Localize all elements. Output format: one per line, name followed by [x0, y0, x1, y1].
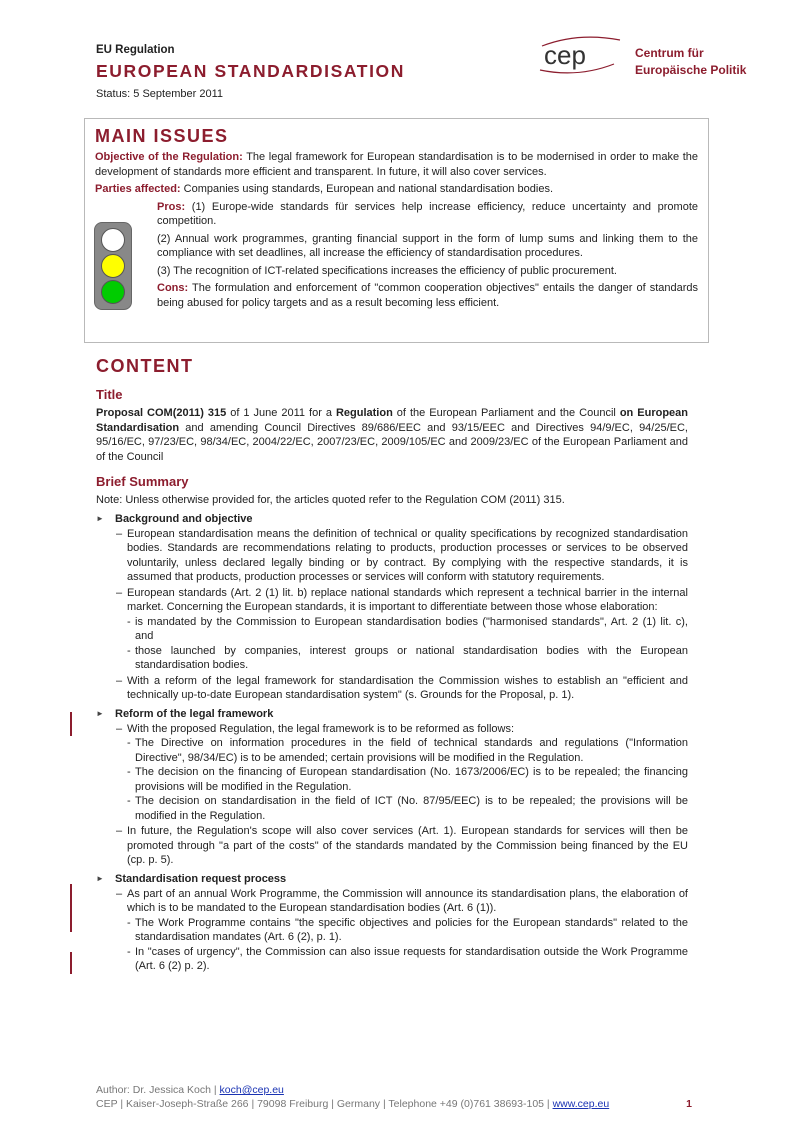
section-heading-reform: [96, 707, 688, 721]
arrow-bullet-icon: ►: [96, 513, 104, 523]
title-bold-3: on European Standardisation: [96, 407, 688, 434]
list-item-text: European standards (Art. 2 (1) lit. b) replace national standards which represent a technical barrier in the internal market. Concerning the European standards, it is important to differentiate between those whose elaboration:: [127, 586, 688, 613]
sub-list-item: - those launched by companies, interest groups or national standardisation bodies with the European standardisation bodies.: [127, 644, 688, 671]
section-heading-request-process: [96, 872, 688, 886]
sub-list-item: - In "cases of urgency", the Commission can also issue requests for standardisation outside the Work Programme (Art. 6 (2) p. 2).: [127, 945, 688, 972]
main-issues-heading: MAIN ISSUES: [95, 126, 229, 146]
document-type: EU Regulation: [96, 44, 175, 56]
list-item: – In future, the Regulation's scope will also cover services (Art. 1). European standards for services will then be promoted through "a part of the costs" of the standards mandated by the Commission being financed by the EU (cp. p. 5).: [116, 825, 688, 866]
footer-address: [96, 1097, 692, 1111]
objective-paragraph: [95, 150, 698, 179]
cons-paragraph: [157, 281, 698, 310]
traffic-light-yellow: [101, 254, 125, 278]
section-heading-text: Reform of the legal framework: [115, 707, 274, 720]
sub-item-text: those launched by companies, interest groups or national standardisation bodies with the European standardisation bodies.: [135, 644, 688, 671]
parties-label: Parties affected:: [95, 183, 181, 195]
list-item-text: In future, the Regulation's scope will also cover services (Art. 1). European standards for services will then be promoted through "a part of the costs" of the standards mandated by the Commission being financed by the EU (cp. p. 5).: [127, 825, 688, 866]
parties-paragraph: [95, 182, 698, 197]
cep-logo-icon: [538, 30, 622, 78]
parties-text: Companies using standards, European and national standardisation bodies.: [183, 183, 554, 195]
sub-item-text: The Directive on information procedures in the field of technical standards and regulations ("Information Directive", 98/34/EC) is to be amended; certain provisions will be modified in the Regulation.: [135, 737, 688, 764]
sub-list-item: - The decision on the financing of European standardisation (No. 1673/2006/EC) is to be repealed; the financing provisions will be modified in the Regulation.: [127, 766, 688, 793]
title-heading: Title: [96, 387, 123, 402]
logo-mark-text: cep: [544, 40, 586, 70]
list-item: – As part of an annual Work Programme, the Commission will announce its standardisation plans, the elaboration of which is to be mandated to the European standardisation bodies (Art. 6 (1)). - The Work Programme contains "the specific objectives and policies for the European standards" related to the standardisation mandates (Art. 6 (2), p. 1). - In "cases of urgency", the Commission can also issue requests for standardisation outside the Work Programme (Art. 6 (2) p. 2).: [116, 887, 688, 972]
section-heading-text: Background and objective: [115, 512, 253, 525]
brief-summary-heading: Brief Summary: [96, 474, 189, 489]
traffic-light-green: [101, 280, 125, 304]
dash-list: [115, 887, 688, 974]
pros-paragraph-1: [157, 200, 698, 229]
sub-list-item: - The Work Programme contains "the specific objectives and policies for the European standards" related to the standardisation mandates (Art. 6 (2), p. 1).: [127, 916, 688, 943]
sub-list-item: - The Directive on information procedures in the field of technical standards and regulations ("Information Directive", 98/34/EC) is to be amended; certain provisions will be modified in the Regulation.: [127, 737, 688, 764]
pros-label: Pros:: [157, 200, 186, 213]
page-footer: [96, 1083, 692, 1111]
traffic-light-white: [101, 228, 125, 252]
section-background: [96, 512, 688, 703]
sub-item-text: is mandated by the Commission to European standardisation bodies ("harmonised standards", Art. 2 (1) lit. c), and: [135, 615, 688, 642]
document-title: EUROPEAN STANDARDISATION: [96, 61, 406, 81]
logo-line-1: Centrum für: [635, 46, 704, 60]
cons-text: The formulation and enforcement of "common cooperation objectives" entails the danger of standards being abused for policy targets and as a result becoming less efficient.: [157, 282, 699, 309]
list-item-text: European standardisation means the definition of technical or quality specifications by recognized standardisation bodies. Standards are recommendations relating to products, production processes or services to be observed voluntarily, unless declared legally binding or by contract. By complying with the respective standards, it is assumed that products, production processes or services will conform with statutory requirements.: [127, 527, 688, 583]
change-bar: [70, 884, 72, 932]
sub-list-item: - is mandated by the Commission to European standardisation bodies ("harmonised standards", Art. 2 (1) lit. c), and: [127, 615, 688, 642]
sub-list-item: - The decision on standardisation in the field of ICT (No. 87/95/EEC) is to be repealed; the provisions will be modified in the Regulation.: [127, 795, 688, 822]
list-item: – With the proposed Regulation, the legal framework is to be reformed as follows: - The Directive on information procedures in the field of technical standards and regulations ("Information Directive", 98/34/EC) is to be amended; certain provisions will be modified in the Regulation. - The decision on the financing of European standardisation (No. 1673/2006/EC) is to be repealed; the financing provisions will be modified in the Regulation. - The decision on standardisation in the field of ICT (No. 87/95/EEC) is to be repealed; the provisions will be modified in the Regulation.: [116, 722, 688, 822]
sub-list: [127, 916, 688, 974]
change-bar: [70, 952, 72, 974]
section-heading-background: [96, 512, 688, 526]
sub-item-text: In "cases of urgency", the Commission can also issue requests for standardisation outside the Work Programme (Art. 6 (2) p. 2).: [135, 945, 688, 972]
sub-list: [127, 736, 688, 823]
cons-label: Cons:: [157, 282, 189, 294]
objective-label: Objective of the Regulation:: [95, 151, 243, 163]
content-section: [96, 356, 688, 974]
cep-logo: [538, 30, 622, 78]
website-link[interactable]: www.cep.eu: [552, 1098, 610, 1110]
pros-text-1: (1) Europe-wide standards für services help increase efficiency, reduce uncertainty and promote competition.: [157, 200, 698, 227]
list-item-text: As part of an annual Work Programme, the Commission will announce its standardisation plans, the elaboration of which is to be mandated to the European standardisation bodies (Art. 6 (1)).: [127, 887, 688, 914]
section-heading-text: Standardisation request process: [115, 872, 287, 885]
title-text-2: of the European Parliament and the Council: [392, 407, 620, 419]
sub-item-text: The Work Programme contains "the specific objectives and policies for the European standards" related to the standardisation mandates (Art. 6 (2), p. 1).: [135, 916, 688, 943]
section-reform: [96, 707, 688, 868]
author-text: Author: Dr. Jessica Koch |: [96, 1084, 220, 1096]
footer-author: [96, 1083, 692, 1097]
logo-line-2: Europäische Politik: [635, 63, 747, 77]
list-item: – European standards (Art. 2 (1) lit. b) replace national standards which represent a technical barrier in the internal market. Concerning the European standards, it is important to differentiate between those whose elaboration: - is mandated by the Commission to European standardisation bodies ("harmonised standards", Art. 2 (1) lit. c), and - those launched by companies, interest groups or national standardisation bodies with the European standardisation bodies.: [116, 586, 688, 671]
pros-cons: [157, 200, 698, 311]
page-number: 1: [686, 1098, 692, 1110]
address-text: CEP | Kaiser-Joseph-Straße 266 | 79098 Freiburg | Germany | Telephone +49 (0)761 38693-105 |: [96, 1098, 553, 1110]
arrow-bullet-icon: ►: [96, 708, 104, 718]
list-item-text: With the proposed Regulation, the legal framework is to be reformed as follows:: [127, 722, 515, 735]
section-request-process: [96, 872, 688, 974]
title-bold-2: Regulation: [335, 407, 393, 419]
main-issues-box: [84, 118, 709, 343]
dash-list: [115, 527, 688, 703]
author-email-link[interactable]: koch@cep.eu: [219, 1084, 284, 1096]
pros-paragraph-3: (3) The recognition of ICT-related specifications increases the efficiency of public procurement.: [157, 264, 617, 277]
sub-item-text: The decision on the financing of European standardisation (No. 1673/2006/EC) is to be repealed; the financing provisions will be modified in the Regulation.: [135, 766, 688, 793]
list-item: – European standardisation means the definition of technical or quality specifications by recognized standardisation bodies. Standards are recommendations relating to products, production processes or services to be observed voluntarily, unless declared legally binding or by contract. By complying with the respective standards, it is assumed that products, production processes or services will conform with statutory requirements.: [116, 527, 688, 583]
title-text-1: of 1 June 2011 for a: [226, 407, 336, 419]
list-item: – With a reform of the legal framework for standardisation the Commission wishes to establish an "efficient and technically up-to-date European standardisation system" (s. Grounds for the Proposal, p. 1).: [116, 674, 688, 701]
sub-list: [127, 615, 688, 673]
pros-paragraph-2: (2) Annual work programmes, granting financial support in the form of lump sums and linking them to the compliance with set deadlines, all increase the efficiency of standardisation procedures.: [157, 232, 698, 259]
arrow-bullet-icon: ►: [96, 873, 104, 883]
logo-wordmark: [635, 45, 746, 79]
sub-item-text: The decision on standardisation in the field of ICT (No. 87/95/EEC) is to be repealed; the provisions will be modified in the Regulation.: [135, 795, 688, 822]
change-bar: [70, 712, 72, 736]
note-paragraph: Note: Unless otherwise provided for, the articles quoted refer to the Regulation COM (2011) 315.: [96, 494, 565, 506]
traffic-light-icon: [94, 222, 132, 310]
status-date: Status: 5 September 2011: [96, 88, 223, 100]
objective-text: The legal framework for European standardisation is to be modernised in order to make the development of standards more efficient and transparent. In future, it will also cover services.: [95, 151, 698, 178]
dash-list: [115, 722, 688, 868]
title-paragraph: [96, 406, 688, 464]
title-text-3: and amending Council Directives 89/686/EEC and 93/15/EEC and Directives 94/9/EC, 94/25/EC, 95/16/EC, 97/23/EC, 98/34/EC, 2004/22/EC, 2007/23/EC, 2009/105/EC and 2009/23/EC of the European Parliament and of the Council: [96, 421, 688, 463]
list-item-text: With a reform of the legal framework for standardisation the Commission wishes to establish an "efficient and technically up-to-date European standardisation system" (s. Grounds for the Proposal, p. 1).: [127, 674, 688, 701]
content-heading: CONTENT: [96, 356, 194, 376]
title-bold-1: Proposal COM(2011) 315: [96, 407, 227, 419]
